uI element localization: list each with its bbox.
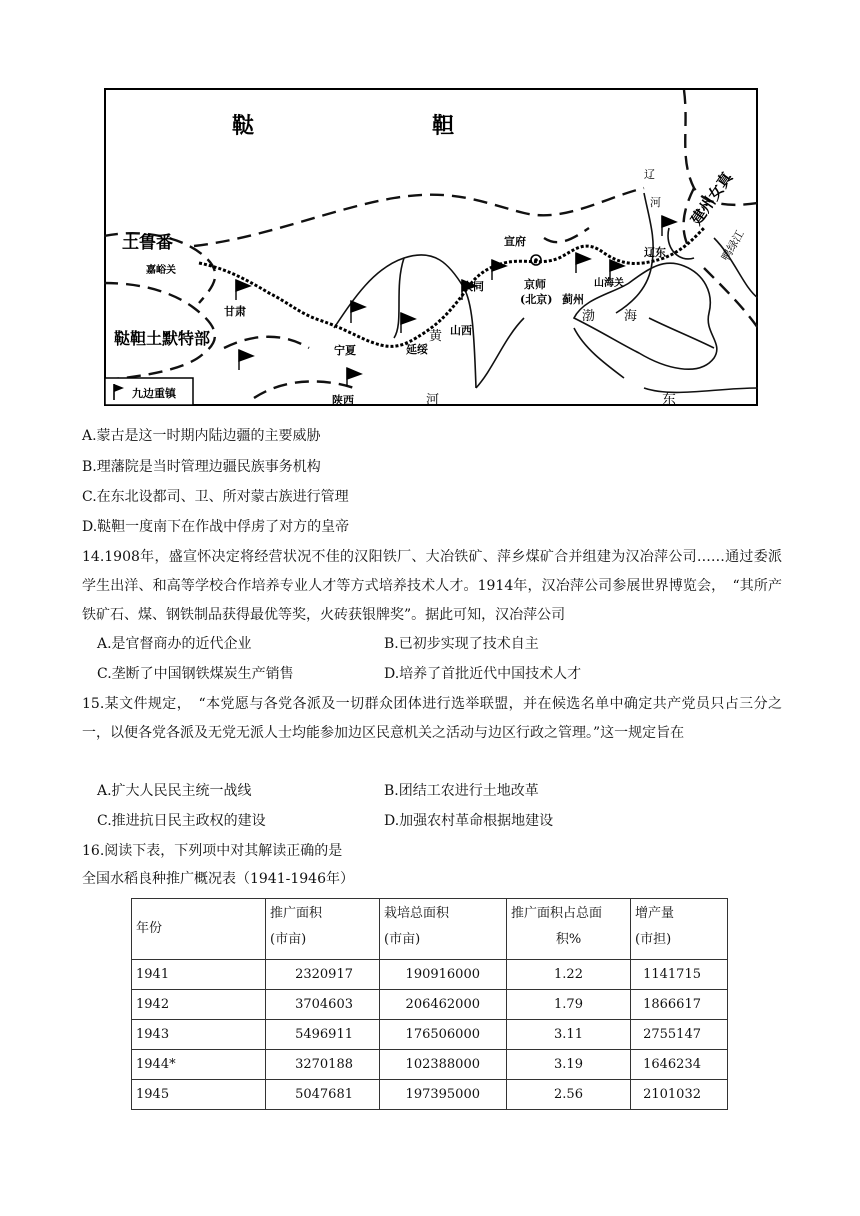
cell-total-area: 190916000: [380, 960, 507, 990]
table-row: [132, 1020, 728, 1050]
header-promo-area: 推广面积 (市亩): [266, 899, 380, 960]
cell-year: 1945: [132, 1080, 266, 1110]
cell-total-area: 102388000: [380, 1050, 507, 1080]
map-label: 甘肃: [224, 305, 246, 318]
header-percent: 推广面积占总面 积%: [507, 899, 631, 960]
q14-option-a[interactable]: A.是官督商办的近代企业: [97, 636, 252, 652]
table-header-row: [132, 899, 728, 960]
cell-percent: 3.19: [507, 1050, 631, 1080]
cell-promo-area: 5496911: [266, 1020, 380, 1050]
q13-option-b[interactable]: B.理藩院是当时管理边疆民族事务机构: [82, 459, 321, 475]
cell-total-area: 197395000: [380, 1080, 507, 1110]
q15-option-b[interactable]: B.团结工农进行土地改革: [384, 783, 539, 799]
q16-stem: 16.阅读下表，下列项中对其解读正确的是: [82, 843, 343, 859]
map-label: 蓟州: [562, 293, 584, 306]
map-label: 渤: [582, 309, 596, 324]
table-row: [132, 990, 728, 1020]
table-row: [132, 1050, 728, 1080]
map-label: (北京): [520, 293, 553, 306]
header-year: 年份: [132, 899, 266, 960]
cell-promo-area: 3704603: [266, 990, 380, 1020]
q15-option-a[interactable]: A.扩大人民民主统一战线: [97, 783, 252, 799]
cell-total-area: 176506000: [380, 1020, 507, 1050]
map-label: 黄: [429, 329, 443, 344]
cell-year: 1944*: [132, 1050, 266, 1080]
cell-promo-area: 2320917: [266, 960, 380, 990]
map-label: 宁夏: [334, 344, 356, 357]
cell-percent: 2.56: [507, 1080, 631, 1110]
map-label: 京师: [524, 278, 546, 291]
map-label: 靼: [432, 113, 455, 139]
q13-option-a[interactable]: A.蒙古是这一时期内陆边疆的主要威胁: [82, 428, 321, 444]
q14-stem: 14.1908年，盛宣怀决定将经营状况不佳的汉阳铁厂、大冶铁矿、萍乡煤矿合并组建为汉冶萍公司……通过委派学生出洋、和高等学校合作培养专业人才等方式培养技术人才。1914年，汉冶萍公司参展世界博览会， “其所产铁矿石、煤、钢铁制品获得最优等奖，火砖获银牌奖”。据此可知，汉冶萍公司: [82, 549, 782, 623]
map-label: 建州女真: [687, 168, 737, 229]
cell-year: 1943: [132, 1020, 266, 1050]
map-label: 海: [624, 309, 638, 324]
map-label: 鞑靼土默特部: [114, 329, 211, 348]
cell-percent: 3.11: [507, 1020, 631, 1050]
map-label: 河: [650, 196, 661, 209]
cell-percent: 1.22: [507, 960, 631, 990]
table-row: [132, 960, 728, 990]
rice-promotion-table: [131, 898, 728, 1110]
q14-option-b[interactable]: B.已初步实现了技术自主: [384, 636, 539, 652]
cell-yield: 1141715: [631, 960, 728, 990]
q15-option-c[interactable]: C.推进抗日民主政权的建设: [97, 813, 266, 829]
cell-promo-area: 3270188: [266, 1050, 380, 1080]
cell-yield: 1866617: [631, 990, 728, 1020]
cell-year: 1942: [132, 990, 266, 1020]
map-label: 山西: [450, 324, 472, 337]
map-label: 山海关: [594, 278, 624, 289]
map-label: 嘉峪关: [146, 265, 176, 276]
cell-yield: 2101032: [631, 1080, 728, 1110]
cell-yield: 2755147: [631, 1020, 728, 1050]
map-label: 土鲁番: [122, 233, 173, 253]
map-label: 河: [426, 393, 440, 406]
q14-option-c[interactable]: C.垄断了中国钢铁煤炭生产销售: [97, 666, 294, 682]
cell-year: 1941: [132, 960, 266, 990]
header-total-area: 栽培总面积 (市亩): [380, 899, 507, 960]
map-label: 辽: [644, 168, 655, 181]
q16-table-caption: 全国水稻良种推广概况表（1941-1946年）: [82, 871, 354, 887]
cell-promo-area: 5047681: [266, 1080, 380, 1110]
map-label: 大同: [462, 280, 484, 293]
table-row: [132, 1080, 728, 1110]
map-label: 鞑: [232, 113, 255, 139]
q13-option-c[interactable]: C.在东北设都司、卫、所对蒙古族进行管理: [82, 489, 349, 505]
q14-option-d[interactable]: D.培养了首批近代中国技术人才: [384, 666, 582, 682]
q15-option-d[interactable]: D.加强农村革命根据地建设: [384, 813, 554, 829]
map-label: 鸭绿江: [719, 228, 747, 264]
q13-option-d[interactable]: D.鞑靼一度南下在作战中俘虏了对方的皇帝: [82, 519, 350, 535]
header-yield: 增产量 (市担): [631, 899, 728, 960]
cell-total-area: 206462000: [380, 990, 507, 1020]
ming-frontier-map: [104, 88, 758, 406]
map-label: 延绥: [406, 343, 428, 356]
map-legend-label: 九边重镇: [132, 387, 176, 400]
cell-percent: 1.79: [507, 990, 631, 1020]
map-label: 陕西: [332, 394, 354, 406]
q15-stem: 15.某文件规定， “本党愿与各党各派及一切群众团体进行选举联盟，并在候选名单中确定共产党员只占三分之一，以便各党各派及无党无派人士均能参加边区民意机关之活动与边区行政之管理。”这一规定旨在: [82, 696, 782, 741]
map-label: 东: [662, 392, 676, 406]
map-label: 辽东: [644, 246, 666, 259]
cell-yield: 1646234: [631, 1050, 728, 1080]
map-label: 宣府: [504, 235, 526, 248]
